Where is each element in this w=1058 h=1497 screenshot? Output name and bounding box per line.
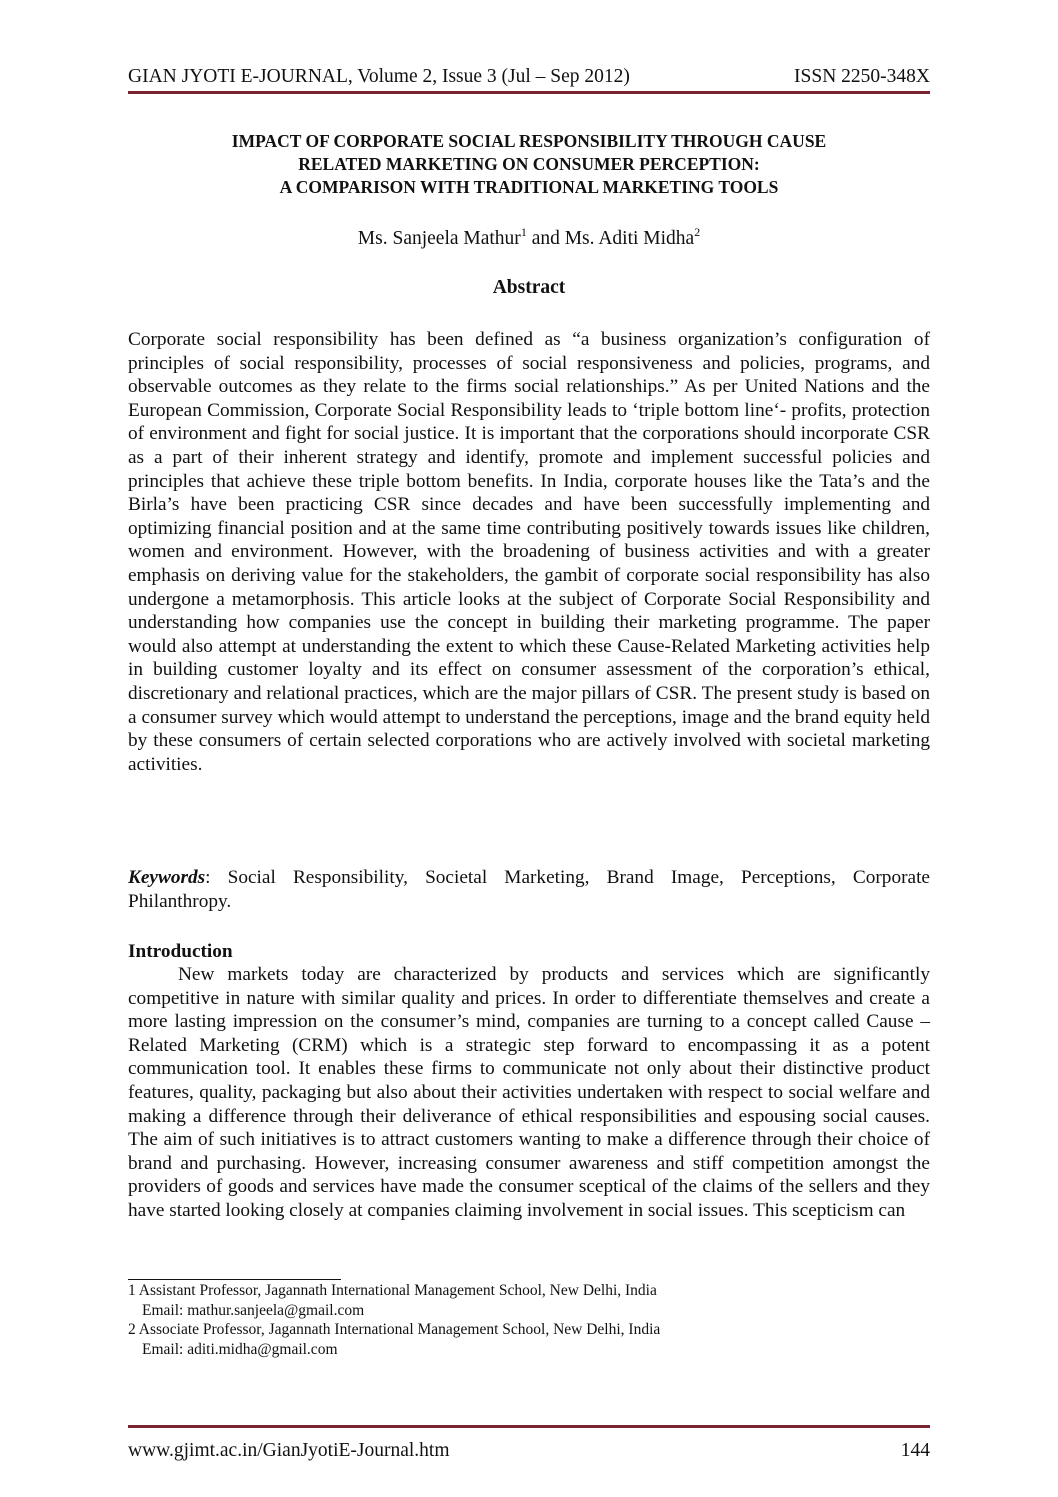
- running-header: [128, 62, 930, 92]
- keywords: [128, 866, 930, 913]
- introduction-heading: Introduction: [128, 941, 233, 962]
- journal-url[interactable]: www.gjimt.ac.in/GianJyotiE-Journal.htm: [128, 1440, 450, 1461]
- footnote-rule: [128, 1279, 341, 1280]
- issn-number: ISSN 2250-348X: [794, 66, 930, 87]
- author-line: [128, 226, 930, 252]
- author-joiner: and: [526, 228, 565, 249]
- author-2: Ms. Aditi Midha: [564, 228, 695, 249]
- abstract-body: Corporate social responsibility has been defined as “a business organization’s configuration of principles of social responsibility, processes of social responsiveness and policies, programs, and observable outcomes as they relate to the firms social relationships.” As per United Nations and the European Commission, Corporate Social Responsibility leads to ‘triple bottom line‘- profits, protection of environment and fight for social justice. It is important that the corporations should incorporate CSR as a part of their inherent strategy and identify, promote and implement successful policies and principles that achieve these triple bottom benefits. In India, corporate houses like the Tata’s and the Birla’s have been practicing CSR since decades and have been successfully implementing and optimizing financial position and at the same time contributing positively towards issues like children, women and environment. However, with the broadening of business activities and with a greater emphasis on deriving value for the stakeholders, the gambit of corporate social responsibility has also undergone a metamorphosis. This article looks at the subject of Corporate Social Responsibility and understanding how companies use the concept in building their marketing programme. The paper would also attempt at understanding the extent to which these Cause-Related Marketing activities help in building customer loyalty and its effect on consumer assessment of the corporation’s ethical, discretionary and relational practices, which are the major pillars of CSR. The present study is based on a consumer survey which would attempt to understand the perceptions, image and the brand equity held by these consumers of certain selected corporations who are actively involved with societal marketing activities.: [128, 329, 930, 775]
- keywords-list: : Social Responsibility, Societal Marketing, Brand Image, Perceptions, Corporate Philanthropy.: [128, 867, 930, 912]
- introduction-body: New markets today are characterized by products and services which are significantly competitive in nature with similar quality and prices. In order to differentiate themselves and create a more lasting impression on the consumer’s mind, companies are turning to a concept called Cause –Related Marketing (CRM) which is a strategic step forward to encompassing it as a potent communication tool. It enables these firms to communicate not only about their distinctive product features, quality, packaging but also about their activities undertaken with respect to social welfare and making a difference through their deliverance of ethical responsibilities and espousing social causes. The aim of such initiatives is to attract customers wanting to make a difference through their choice of brand and purchasing. However, increasing consumer awareness and stiff competition amongst the providers of goods and services have made the consumer sceptical of the claims of the sellers and they have started looking closely at companies claiming involvement in social issues. This scepticism can: [128, 964, 930, 1221]
- journal-name: GIAN JYOTI E-JOURNAL, Volume 2, Issue 3 (Jul – Sep 2012): [128, 66, 630, 87]
- article-title: [128, 130, 930, 199]
- footnote-1: 1 Assistant Professor, Jagannath International Management School, New Delhi, India: [128, 1282, 657, 1299]
- running-footer: [128, 1436, 930, 1466]
- author-1-footnote-mark: 1: [520, 225, 527, 239]
- title-line-2: RELATED MARKETING ON CONSUMER PERCEPTION:: [298, 154, 760, 174]
- footnotes: [128, 1281, 930, 1359]
- keywords-label: Keywords: [128, 867, 206, 888]
- page-number: 144: [900, 1440, 930, 1461]
- footnote-2-email: Email: aditi.midha@gmail.com: [142, 1340, 338, 1358]
- title-line-1: IMPACT OF CORPORATE SOCIAL RESPONSIBILITY THROUGH CAUSE: [231, 131, 827, 151]
- footnote-1-email: Email: mathur.sanjeela@gmail.com: [142, 1301, 365, 1319]
- header-rule: [128, 91, 930, 94]
- title-line-3: A COMPARISON WITH TRADITIONAL MARKETING TOOLS: [279, 177, 779, 197]
- footnote-2: 2 Associate Professor, Jagannath International Management School, New Delhi, India: [128, 1321, 661, 1339]
- author-1: Ms. Sanjeela Mathur: [357, 228, 521, 249]
- author-2-footnote-mark: 2: [694, 225, 701, 239]
- abstract-heading: Abstract: [492, 277, 566, 298]
- footer-rule: [128, 1425, 930, 1428]
